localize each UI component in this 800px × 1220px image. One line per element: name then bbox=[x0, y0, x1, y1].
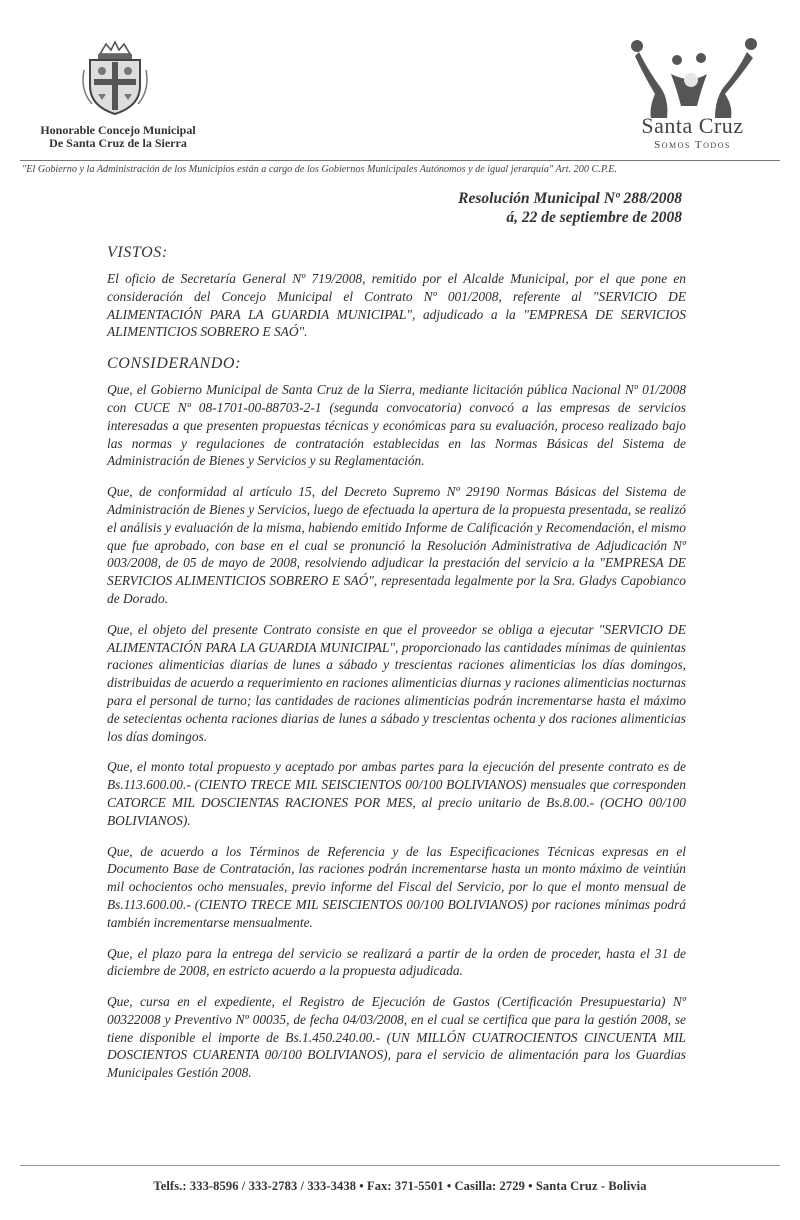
considerando-paragraph-3: Que, el objeto del presente Contrato consiste en que el proveedor se obliga a ejecutar "SERVICIO DE ALIMENTACIÓN PARA LA GUARDIA MUNICIPAL", proporcionado las cantidades mínimas de quinientas raciones alimenticias diarias de lunes a sábado y trescientas raciones alimenticias los días domingos, distribuidas de acuerdo a requerimiento en raciones alimenticias diurnas y raciones alimenticias nocturnas para el personal de turno; las cantidades de raciones alimenticias podrán incrementarse hasta el máximo de setecientas ochenta raciones diarias de lunes a sábado y trescientas ochenta y dos raciones alimenticias los días domingos. bbox=[107, 621, 686, 744]
vistos-paragraph: El oficio de Secretaría General Nº 719/2008, remitido por el Alcalde Municipal, por el que pone en consideración del Concejo Municipal el Contrato Nº 001/2008, referente al "SERVICIO DE ALIMENTACIÓN PARA LA GUARDIA MUNICIPAL", adjudicado a la "EMPRESA DE SERVICIOS ALIMENTICIOS SOBRERO E SAÓ". bbox=[107, 271, 686, 340]
header-divider bbox=[20, 160, 780, 161]
considerando-paragraph-2: Que, de conformidad al artículo 15, del Decreto Supremo Nº 29190 Normas Básicas del Sistema de Administración de Bienes y Servicios, luego de efectuada la apertura de la propuesta presentada, se realizó el análisis y evaluación de la misma, habiendo emitido Informe de Calificación y Recomendación, el mismo que fue aprobado, con base en el cual se pronunció la Resolución Administrativa de Adjudicación Nº 003/2008, de 05 de mayo de 2008, resolviendo adjudicar la prestación del servicio a la "EMPRESA DE SERVICIOS ALIMENTICIOS SOBRERO E SAÓ", representada legalmente por la Sra. Gladys Capobianco de Dorado. bbox=[107, 484, 686, 606]
constitution-quote: "El Gobierno y la Administración de los Municipios están a cargo de los Gobiernos Municipales Autónomos y de igual jerarquía" Art. 200 C.P.E. bbox=[22, 164, 618, 175]
considerando-paragraph-1: Que, el Gobierno Municipal de Santa Cruz de la Sierra, mediante licitación pública Nacional Nº 01/2008 con CUCE Nº 08-1701-00-88703-2-1 (segunda convocatoria) convocó a las empresas de servicios interesadas a que presenten propuestas técnicas y económicas para su evaluación, proceso realizado bajo las normas y regulaciones de contratación establecidas en las Normas Básicas del Sistema de Administración de Bienes y Servicios y su Reglamentación. bbox=[107, 382, 686, 469]
document-body bbox=[107, 232, 686, 1095]
coat-of-arms-icon bbox=[80, 40, 150, 116]
considerando-paragraph-5: Que, de acuerdo a los Términos de Referencia y de las Especificaciones Técnicas expresas en el Documento Base de Contratación, las raciones podrán incrementarse hasta un monto máximo de veintiún mil ochocientos ocho mensuales, previo informe del Fiscal del Servicio, por lo que el monto mensual de Bs.113.600.00.- (CIENTO TRECE MIL SEISCIENTOS 00/100 BOLIVIANOS) por raciones mínimas podrá también incrementarse mensualmente. bbox=[107, 843, 686, 930]
santa-cruz-logo-name: Santa Cruz bbox=[641, 113, 744, 138]
vistos-heading: VISTOS: bbox=[107, 244, 168, 261]
santa-cruz-logo-motto: Somos Todos bbox=[654, 139, 731, 151]
considerando-heading: CONSIDERANDO: bbox=[107, 355, 242, 373]
council-name bbox=[18, 124, 218, 150]
resolution-date: á, 22 de septiembre de 2008 bbox=[506, 209, 682, 226]
resolution-number: Resolución Municipal Nº 288/2008 bbox=[458, 190, 682, 207]
footer-divider bbox=[20, 1165, 780, 1166]
considerando-paragraph-4: Que, el monto total propuesto y aceptado por ambas partes para la ejecución del presente contrato es de Bs.113.600.00.- (CIENTO TRECE MIL SEISCIENTOS 00/100 BOLIVIANOS) mensuales que corresponden CATORCE MIL DOSCIENTAS RACIONES POR MES, al precio unitario de Bs.8.00.- (OCHO 00/100 BOLIVIANOS). bbox=[107, 759, 686, 828]
council-name-line2: De Santa Cruz de la Sierra bbox=[49, 136, 187, 150]
council-name-line1: Honorable Concejo Municipal bbox=[40, 123, 196, 137]
considerando-paragraph-7: Que, cursa en el expediente, el Registro de Ejecución de Gastos (Certificación Presupuestaria) Nº 00322008 y Preventivo Nº 00035, de fecha 04/03/2008, en el cual se certifica que para la gestión 2008, se tiene disponible el importe de Bs.1.450.240.00.- (UN MILLÓN CUATROCIENTOS CINCUENTA MIL DOSCIENTOS CUARENTA 00/100 BOLIVIANOS), para el servicio de alimentación para los Guardias Municipales Gestión 2008. bbox=[107, 994, 686, 1081]
footer-contact: Telfs.: 333-8596 / 333-2783 / 333-3438 • Fax: 371-5501 • Casilla: 2729 • Santa Cruz - Bolivia bbox=[153, 1179, 647, 1193]
considerando-paragraph-6: Que, el plazo para la entrega del servicio se realizará a partir de la orden de proceder, hasta el 31 de diciembre de 2008, en estricto acuerdo a la propuesta adjudicada. bbox=[107, 945, 686, 979]
